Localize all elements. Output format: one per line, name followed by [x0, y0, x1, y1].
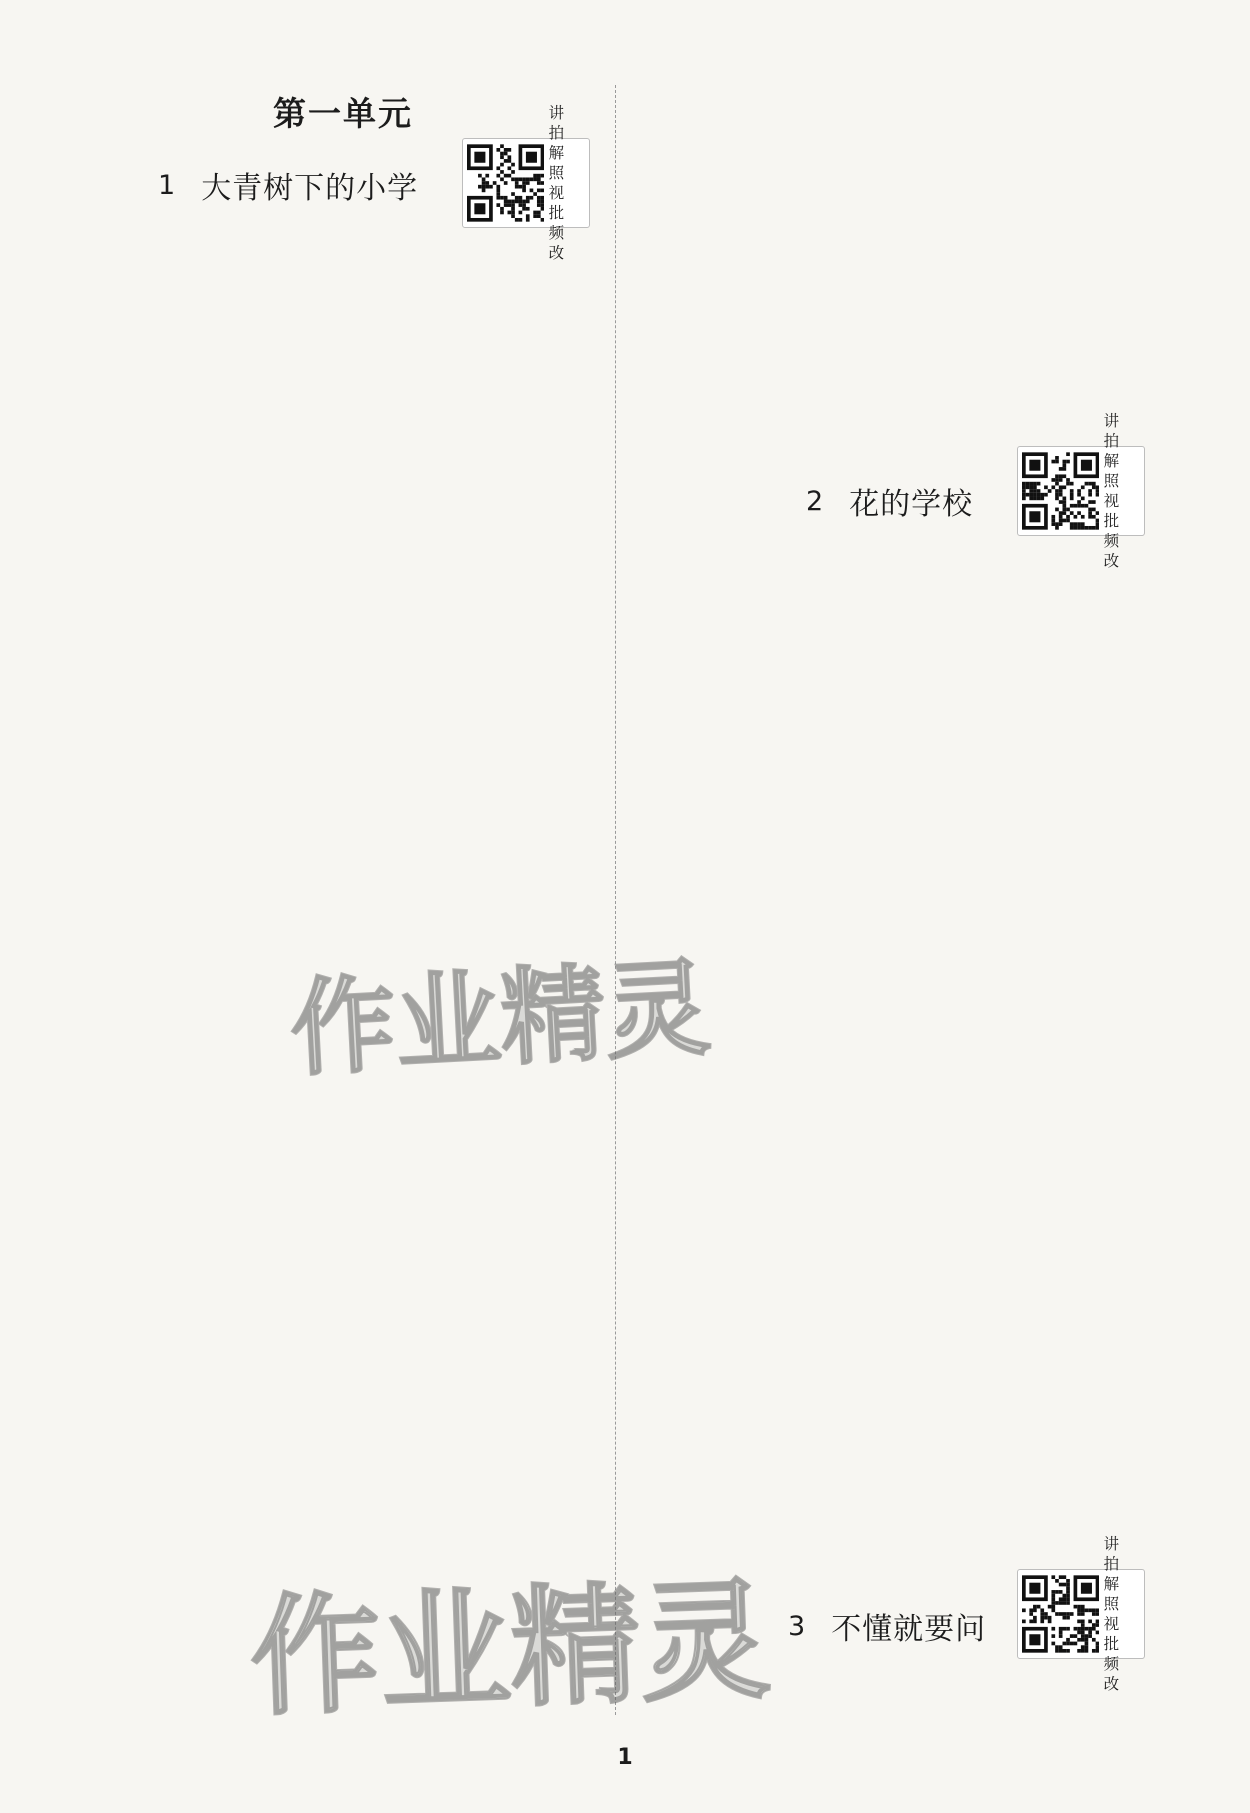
- qr-label-char: 照: [1103, 1595, 1120, 1613]
- qr-label-char: 照: [1103, 472, 1120, 490]
- watermark: 作业精灵: [247, 1563, 773, 1735]
- qr-label-char: 频: [1103, 532, 1120, 550]
- lesson-number: 3: [788, 1610, 806, 1642]
- qr-label-char: 视: [548, 184, 565, 202]
- qr-code-icon: [1022, 451, 1099, 531]
- qr-label-char: 改: [1103, 1675, 1120, 1693]
- qr-label-char: 讲: [548, 104, 565, 122]
- qr-code-icon: [1022, 1574, 1099, 1654]
- unit-title: 第一单元: [273, 94, 413, 133]
- qr-label-char: 视: [1103, 1615, 1120, 1633]
- qr-label-char: 解: [1103, 452, 1120, 470]
- qr-label-char: 拍: [1103, 432, 1120, 450]
- qr-label: [1101, 1534, 1140, 1694]
- qr-label-char: 拍: [548, 124, 565, 142]
- qr-label-char: 频: [1103, 1655, 1120, 1673]
- qr-label-char: 频: [548, 224, 565, 242]
- qr-label-char: 视: [1103, 492, 1120, 510]
- watermark: 作业精灵: [287, 947, 714, 1091]
- qr-label-char: 解: [1103, 1575, 1120, 1593]
- qr-label-char: 讲: [1103, 1535, 1120, 1553]
- qr-label: [1101, 411, 1140, 571]
- qr-label-char: 批: [1103, 512, 1120, 530]
- page-number: 1: [617, 1745, 633, 1770]
- qr-label-char: 解: [548, 144, 565, 162]
- qr-label-char: 批: [1103, 1635, 1120, 1653]
- column-divider: [615, 85, 616, 1715]
- lesson-number: 1: [158, 169, 176, 201]
- qr-label: [546, 103, 585, 263]
- lesson-title: 不懂就要问: [831, 1612, 987, 1647]
- qr-code-box[interactable]: [462, 104, 590, 262]
- lesson-2-header: [806, 479, 973, 523]
- qr-label-char: 改: [1103, 552, 1120, 570]
- qr-code-box[interactable]: [1017, 1535, 1145, 1693]
- qr-code-box[interactable]: [1017, 412, 1145, 570]
- lesson-title: 花的学校: [849, 487, 974, 522]
- qr-label-char: 批: [548, 204, 565, 222]
- qr-label-char: 改: [548, 244, 565, 262]
- lesson-1-header: [158, 163, 418, 207]
- lesson-number: 2: [806, 485, 824, 517]
- qr-label-char: 讲: [1103, 412, 1120, 430]
- lesson-3-header: [788, 1604, 986, 1648]
- qr-code-icon: [467, 143, 544, 223]
- qr-label-char: 照: [548, 164, 565, 182]
- qr-label-char: 拍: [1103, 1555, 1120, 1573]
- lesson-title: 大青树下的小学: [201, 171, 419, 206]
